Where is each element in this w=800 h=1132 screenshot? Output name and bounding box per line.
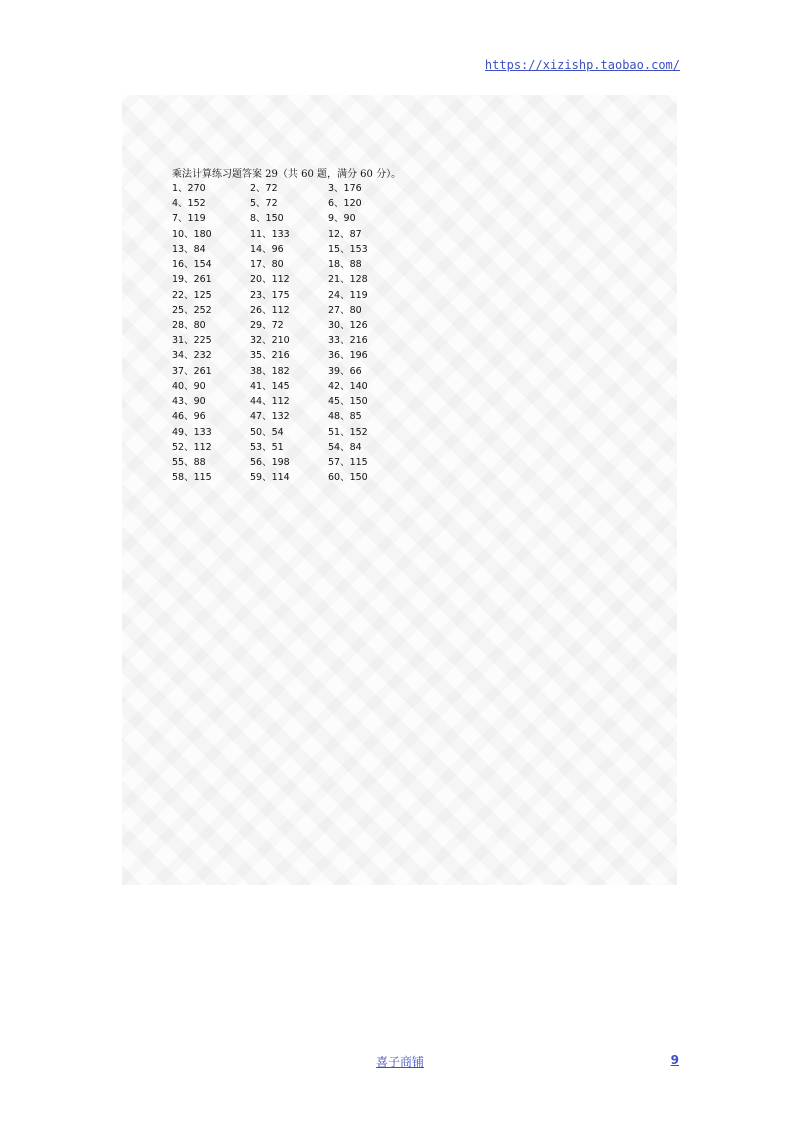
answer-item: 53、51 (250, 441, 284, 453)
answer-item: 39、66 (328, 365, 362, 377)
answer-item: 49、133 (172, 426, 212, 438)
answer-item: 50、54 (250, 426, 284, 438)
answer-item: 58、115 (172, 472, 212, 484)
answer-item: 60、150 (328, 472, 368, 484)
answer-item: 38、182 (250, 365, 290, 377)
answer-item: 32、210 (250, 335, 290, 347)
document-title: 乘法计算练习题答案 29（共 60 题，满分 60 分）。 (172, 169, 402, 180)
answer-item: 48、85 (328, 411, 362, 423)
answer-item: 1、270 (172, 183, 206, 194)
answer-item: 34、232 (172, 350, 212, 362)
answer-item: 45、150 (328, 396, 368, 408)
answer-item: 44、112 (250, 396, 290, 408)
answer-item: 8、150 (250, 213, 284, 225)
answer-item: 6、120 (328, 198, 362, 210)
answer-item: 2、72 (250, 183, 278, 194)
page-number[interactable]: 9 (670, 1053, 679, 1067)
answer-item: 10、180 (172, 228, 212, 240)
answer-item: 46、96 (172, 411, 206, 423)
answer-grid (172, 181, 412, 485)
answer-item: 7、119 (172, 213, 206, 225)
answer-item: 42、140 (328, 380, 368, 392)
answer-item: 54、84 (328, 441, 362, 453)
answer-item: 18、88 (328, 259, 362, 271)
answer-item: 40、90 (172, 380, 206, 392)
answer-item: 47、132 (250, 411, 290, 423)
answer-item: 3、176 (328, 183, 362, 194)
answer-item: 36、196 (328, 350, 368, 362)
answer-item: 20、112 (250, 274, 290, 286)
answer-item: 9、90 (328, 213, 356, 225)
answer-item: 41、145 (250, 380, 290, 392)
answer-item: 16、154 (172, 259, 212, 271)
answer-item: 35、216 (250, 350, 290, 362)
answer-item: 4、152 (172, 198, 206, 210)
answer-item: 43、90 (172, 396, 206, 408)
answer-item: 52、112 (172, 441, 212, 453)
answer-item: 12、87 (328, 228, 362, 240)
answer-item: 17、80 (250, 259, 284, 271)
answer-item: 11、133 (250, 228, 290, 240)
answer-item: 57、115 (328, 456, 368, 468)
answer-item: 25、252 (172, 304, 212, 316)
answer-item: 27、80 (328, 304, 362, 316)
answer-item: 21、128 (328, 274, 368, 286)
answer-item: 33、216 (328, 335, 368, 347)
header-url-link[interactable]: https://xizishp.taobao.com/ (484, 58, 680, 72)
answer-item: 15、153 (328, 243, 368, 255)
answer-item: 56、198 (250, 456, 290, 468)
answer-item: 31、225 (172, 335, 212, 347)
answer-item: 55、88 (172, 456, 206, 468)
answer-item: 30、126 (328, 319, 368, 331)
answer-item: 5、72 (250, 198, 278, 210)
answer-item: 22、125 (172, 289, 212, 301)
answer-item: 14、96 (250, 243, 284, 255)
answer-item: 59、114 (250, 472, 290, 484)
answer-item: 24、119 (328, 289, 368, 301)
answer-item: 13、84 (172, 243, 206, 255)
answer-item: 37、261 (172, 365, 212, 377)
answer-item: 29、72 (250, 319, 284, 331)
answer-item: 28、80 (172, 319, 206, 331)
answer-item: 23、175 (250, 289, 290, 301)
footer-shop-link[interactable]: 喜子商铺 (375, 1055, 424, 1069)
answer-item: 26、112 (250, 304, 290, 316)
answer-item: 51、152 (328, 426, 368, 438)
answer-item: 19、261 (172, 274, 212, 286)
